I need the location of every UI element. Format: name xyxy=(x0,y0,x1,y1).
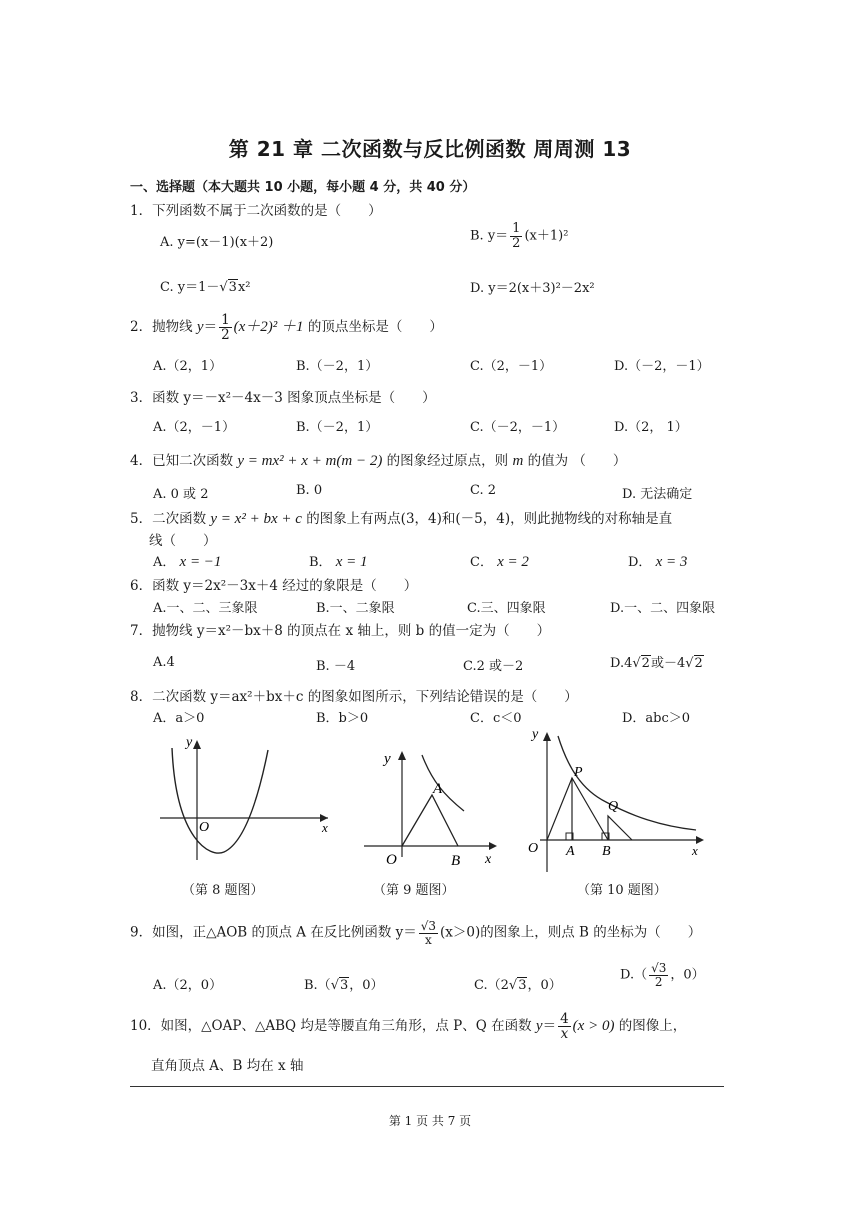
q3-option-c: C.（－2，－1） xyxy=(470,420,566,435)
fig9-label-b: B xyxy=(451,853,461,869)
fig10-label-p: P xyxy=(574,765,583,780)
q2-option-b: B.（－2，1） xyxy=(296,359,379,374)
q5-stem-line2: 线（ ） xyxy=(149,533,217,549)
q3-option-a: A.（2，－1） xyxy=(153,420,236,435)
q8-option-b: B．b＞0 xyxy=(316,711,369,726)
q7-option-d: D.4√2或－4√2 xyxy=(610,656,703,671)
fig10-triangle-abq-left xyxy=(608,816,632,840)
footer-divider xyxy=(130,1086,724,1087)
fig10-y-arrow xyxy=(543,732,551,741)
q4-option-a: A. 0 或 2 xyxy=(153,487,209,502)
q1-stem: 1．下列函数不属于二次函数的是（ ） xyxy=(130,203,382,219)
q4-option-c: C. 2 xyxy=(470,483,497,498)
fig10-label-y: y xyxy=(532,727,539,742)
q5-option-a: A． x = −1 xyxy=(153,554,222,570)
q4-stem: 4．已知二次函数 y = mx² + x + m(m − 2) 的图象经过原点，则 m 的值为 （ ） xyxy=(130,453,627,469)
q5-option-b: B． x = 1 xyxy=(309,554,368,570)
q3-stem: 3．函数 y＝－x²－4x－3 图象顶点坐标是（ ） xyxy=(130,390,436,406)
q9-option-b: B.（√3，0） xyxy=(304,978,384,993)
fig10-triangle-oap xyxy=(547,778,608,840)
q2-option-c: C.（2，－1） xyxy=(470,359,553,374)
q6-option-a: A.一、二、三象限 xyxy=(153,601,258,616)
q10-stem-line2: 直角顶点 A、B 均在 x 轴 xyxy=(151,1058,304,1074)
q8-stem: 8．二次函数 y＝ax²＋bx＋c 的图象如图所示，下列结论错误的是（ ） xyxy=(130,689,578,705)
fig8-y-arrow xyxy=(193,740,201,749)
fig9-caption: （第 9 题图） xyxy=(373,883,455,898)
q7-stem: 7．抛物线 y＝x²－bx＋8 的顶点在 x 轴上，则 b 的值一定为（ ） xyxy=(130,623,551,639)
q2-option-a: A.（2，1） xyxy=(153,359,223,374)
q7-option-a: A.4 xyxy=(153,655,175,670)
fig10-hyperbola xyxy=(558,736,696,830)
q1-option-d: D. y＝2(x＋3)²－2x² xyxy=(470,281,595,296)
q9-stem: 9．如图，正△AOB 的顶点 A 在反比例函数 y＝ $\frac{√3}{x}$ (x＞0)的图象上，则点 B 的坐标为（ ） xyxy=(130,919,702,947)
q7-option-c: C.2 或－2 xyxy=(463,659,524,674)
q2-option-d: D.（－2，－1） xyxy=(614,359,710,374)
fig9-triangle-aob xyxy=(402,795,458,846)
q10-stem: 10．如图，△OAP、△ABQ 均是等腰直角三角形，点 P、Q 在函数 y＝ $\frac{4}{x}$ (x > 0) 的图像上， xyxy=(130,1011,687,1043)
q6-option-b: B.一、二象限 xyxy=(316,601,395,616)
fig9-label-o: O xyxy=(386,852,397,868)
fig8-label-y: y xyxy=(186,735,193,750)
fig9-y-arrow xyxy=(398,751,406,760)
q9-option-d: D.（ $\frac{√3}{2}$ ，0） xyxy=(620,961,705,989)
q6-option-c: C.三、四象限 xyxy=(467,601,546,616)
fig9-label-x: x xyxy=(485,852,492,867)
q8-option-d: D．abc＞0 xyxy=(622,711,691,726)
q8-option-a: A．a＞0 xyxy=(153,711,205,726)
q2-stem: 2．抛物线 y＝ $\frac{1}{2}$ (x＋2)² ＋1 的顶点坐标是（ ） xyxy=(130,312,443,344)
q1-option-a: A. y=(x－1)(x＋2) xyxy=(160,235,274,250)
q5-option-d: D． x = 3 xyxy=(628,554,688,570)
fig8-parabola xyxy=(172,748,268,853)
q1-option-b: B. y＝ $\frac{1}{2}$ (x＋1)² xyxy=(470,221,569,251)
fig8-label-x: x xyxy=(322,820,328,835)
q7-option-b: B. －4 xyxy=(316,659,356,674)
q5-option-c: C． x = 2 xyxy=(470,554,529,570)
fig10-label-a: A xyxy=(566,844,575,859)
fig9-hyperbola xyxy=(422,755,464,811)
q4-option-d: D. 无法确定 xyxy=(622,487,693,502)
q8-option-c: C．c＜0 xyxy=(470,711,522,726)
fig8-caption: （第 8 题图） xyxy=(182,883,264,898)
fig8-label-o: O xyxy=(199,820,210,835)
fig10-label-o: O xyxy=(528,841,539,856)
figure-q8-parabola xyxy=(150,730,340,870)
figure-q9-triangle xyxy=(360,745,510,875)
fig10-caption: （第 10 题图） xyxy=(577,883,667,898)
fig9-label-a: A xyxy=(433,781,443,797)
q6-option-d: D.一、二、四象限 xyxy=(610,601,716,616)
q9-option-c: C.（2√3，0） xyxy=(474,978,562,993)
fig9-x-arrow xyxy=(489,842,497,850)
q3-option-d: D.（2， 1） xyxy=(614,420,688,435)
q4-option-b: B. 0 xyxy=(296,483,323,498)
figure-q10-triangles xyxy=(520,722,720,872)
q3-option-b: B.（－2，1） xyxy=(296,420,379,435)
section-heading: 一、选择题（本大题共 10 小题，每小题 4 分，共 40 分） xyxy=(130,180,476,195)
q5-stem: 5．二次函数 y = x² + bx + c 的图象上有两点(3，4)和(－5，4)，则此抛物线的对称轴是直 xyxy=(130,511,673,527)
q6-stem: 6．函数 y＝2x²－3x＋4 经过的象限是（ ） xyxy=(130,578,418,594)
q1-option-c: C. y＝1－√3x² xyxy=(160,280,251,295)
page-footer: 第 1 页 共 7 页 xyxy=(388,1114,472,1128)
fig9-label-y: y xyxy=(384,751,391,767)
q9-option-a: A.（2，0） xyxy=(153,978,223,993)
page-title: 第 21 章 二次函数与反比例函数 周周测 13 xyxy=(228,137,632,161)
fig10-label-b: B xyxy=(602,844,611,859)
fig10-label-q: Q xyxy=(608,799,619,814)
fig10-label-x: x xyxy=(692,843,698,858)
